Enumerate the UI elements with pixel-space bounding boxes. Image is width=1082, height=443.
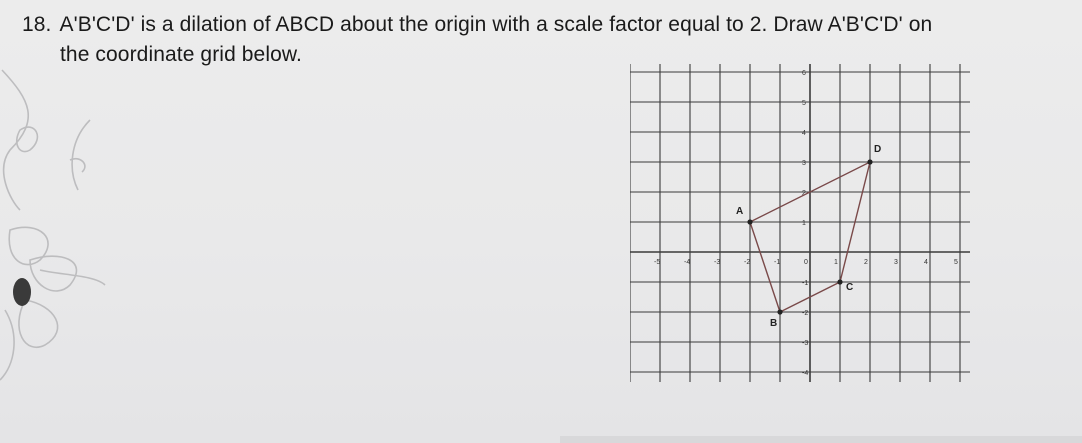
point-a [747, 219, 752, 224]
y-tick-label: -3 [802, 340, 809, 347]
x-tick-label: 2 [864, 259, 868, 266]
x-tick-label: 4 [924, 259, 928, 266]
question-line-2: the coordinate grid below. [60, 43, 302, 66]
point-c [837, 279, 842, 284]
x-tick-label: 1 [834, 259, 838, 266]
question-line-1: A'B'C'D' is a dilation of ABCD about the origin with a scale factor equal to 2. Draw A'B'C'D' on [59, 13, 933, 36]
x-tick-label: -5 [654, 259, 661, 266]
x-tick-label: -3 [714, 259, 721, 266]
y-tick-label: 4 [802, 130, 806, 137]
x-tick-label: -4 [684, 259, 691, 266]
y-tick-label: 1 [802, 220, 806, 227]
coordinate-grid [630, 50, 990, 400]
question-number: 18. [22, 13, 52, 36]
x-tick-label: 3 [894, 259, 898, 266]
x-tick-label: 5 [954, 259, 958, 266]
vertex-points [736, 144, 881, 329]
page-shadow-edge [560, 436, 1082, 443]
x-tick-label: -2 [744, 259, 751, 266]
y-tick-label: 2 [802, 190, 806, 197]
y-tick-label: 5 [802, 100, 806, 107]
axis-tick-labels [654, 70, 958, 377]
flower-center [13, 278, 31, 306]
point-label-d: D [874, 144, 882, 155]
point-b [777, 309, 782, 314]
point-label-b: B [770, 318, 778, 329]
y-tick-label: 3 [802, 160, 806, 167]
grid-lines [630, 64, 970, 382]
x-tick-label: -1 [774, 259, 781, 266]
y-tick-label: 6 [802, 70, 806, 77]
point-label-a: A [736, 206, 744, 217]
point-d [867, 159, 872, 164]
y-tick-label: -1 [802, 280, 809, 287]
x-tick-label: 0 [804, 259, 808, 266]
flower-doodle [0, 60, 120, 400]
grid-svg [630, 50, 990, 400]
y-tick-label: -4 [802, 370, 809, 377]
point-label-c: C [846, 282, 854, 293]
y-tick-label: -2 [802, 310, 809, 317]
